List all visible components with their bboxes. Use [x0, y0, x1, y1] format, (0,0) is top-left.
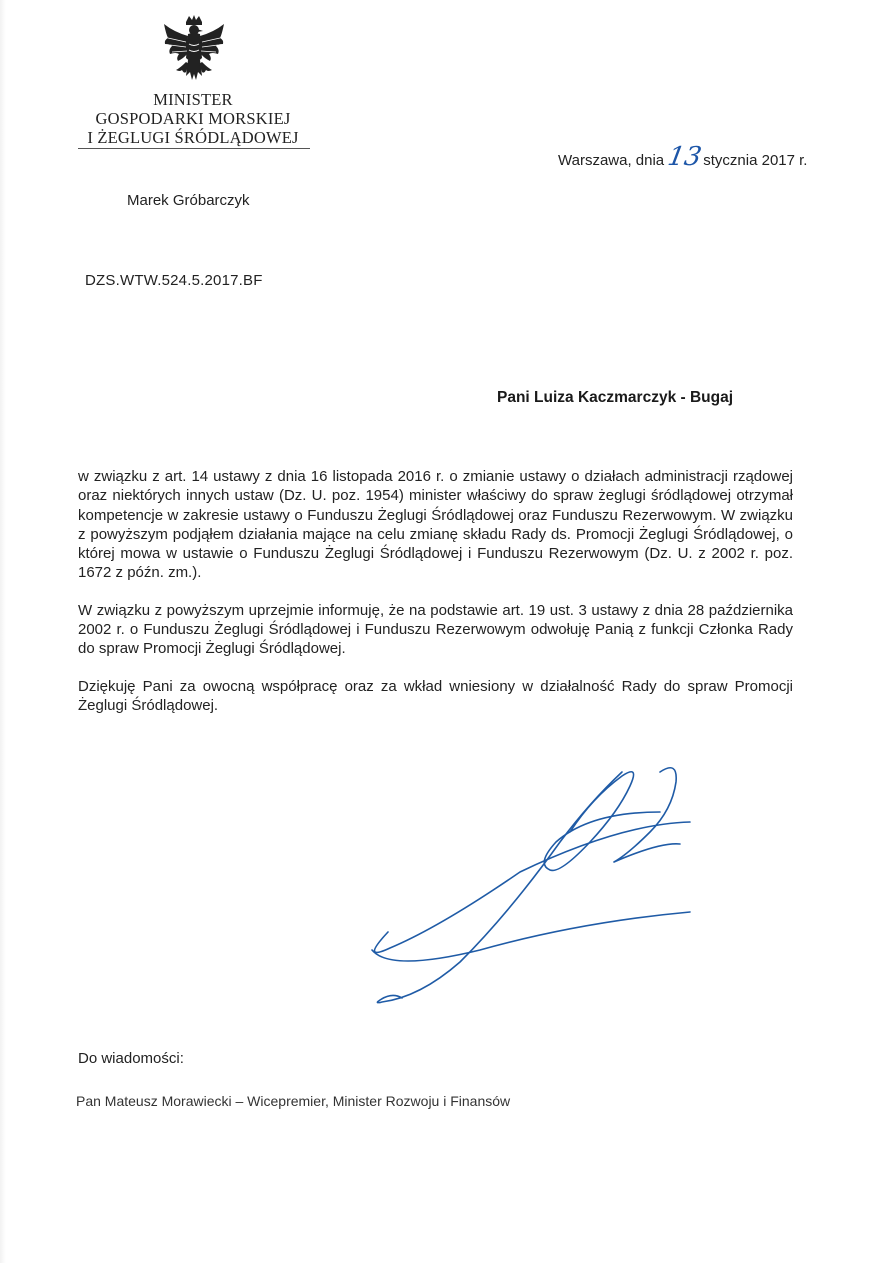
polish-eagle-emblem-icon: [162, 14, 226, 88]
body-paragraph: Dziękuję Pani za owocną współpracę oraz za wkład wniesiony w działalność Rady do spraw Promocji Żeglugi Śródlądowej.: [78, 677, 793, 714]
sender-name: Marek Gróbarczyk: [127, 192, 250, 209]
ministry-title-line1: MINISTER: [153, 90, 233, 109]
body-paragraph: w związku z art. 14 ustawy z dnia 16 listopada 2016 r. o zmianie ustawy o działach administracji rządowej oraz niektórych innych ustaw (Dz. U. poz. 1954) minister właściwy do spraw żeglugi śródlądowej otrzymał kompetencje w zakresie ustawy o Funduszu Żeglugi Śródlądowej oraz Funduszu Rezerwowym. W związku z powyższym podjąłem działania mające na celu zmianę składu Rady ds. Promocji Żeglugi Śródlądowej, o której mowa w ustawie o Funduszu Żeglugi Śródlądowej i Funduszu Rezerwowym (Dz. U. z 2002 r. poz. 1672 z późn. zm.).: [78, 468, 793, 582]
dateline-suffix: stycznia 2017 r.: [703, 152, 808, 169]
ministry-header: [74, 90, 312, 147]
dateline-day-handwritten: 13: [665, 142, 704, 172]
ministry-title-line3: I ŻEGLUGI ŚRÓDLĄDOWEJ: [87, 128, 299, 147]
dateline: [558, 142, 808, 172]
ministry-underline: [78, 148, 310, 149]
dateline-prefix: Warszawa, dnia: [558, 152, 665, 169]
letter-body: [78, 467, 793, 733]
cc-label: Do wiadomości:: [78, 1050, 184, 1067]
reference-number: DZS.WTW.524.5.2017.BF: [85, 272, 263, 289]
recipient-name: Pani Luiza Kaczmarczyk - Bugaj: [497, 389, 734, 406]
scan-edge: [0, 0, 6, 1263]
ministry-title-line2: GOSPODARKI MORSKIEJ: [95, 109, 291, 128]
cc-list-item: Pan Mateusz Morawiecki – Wicepremier, Minister Rozwoju i Finansów: [76, 1093, 511, 1109]
handwritten-signature: [360, 762, 700, 1022]
body-paragraph: W związku z powyższym uprzejmie informuję, że na podstawie art. 19 ust. 3 ustawy z dnia 28 października 2002 r. o Funduszu Żeglugi Śródlądowej i Funduszu Rezerwowym odwołuję Panią z funkcji Członka Rady do spraw Promocji Żeglugi Śródlądowej.: [78, 601, 793, 658]
